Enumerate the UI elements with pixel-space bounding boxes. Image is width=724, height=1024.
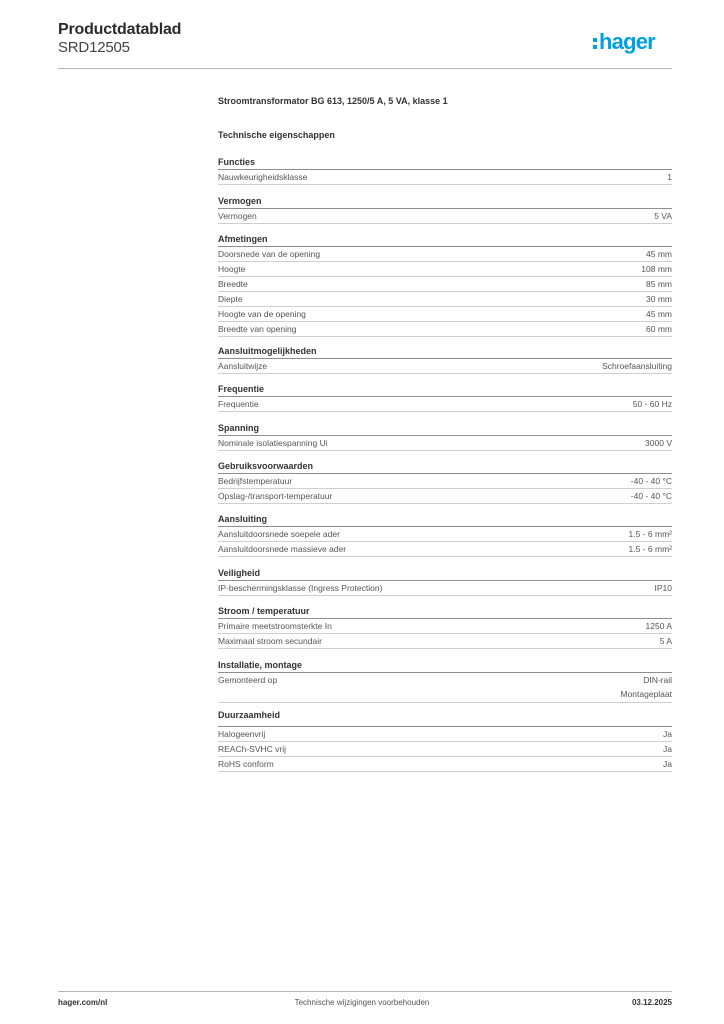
spec-row — [218, 542, 672, 557]
spec-value: DIN-rail — [643, 675, 672, 685]
spec-row — [218, 307, 672, 322]
spec-value: Ja — [663, 759, 672, 769]
spec-label: Diepte — [218, 294, 243, 304]
section-aansluiting — [218, 512, 672, 557]
section-installatie-montage — [218, 658, 672, 703]
section-frequentie — [218, 382, 672, 412]
spec-value: 1250 A — [645, 621, 672, 631]
spec-value: 3000 V — [645, 438, 672, 448]
spec-row — [218, 262, 672, 277]
spec-label: IP-beschermingsklasse (Ingress Protection) — [218, 583, 383, 593]
spec-row — [218, 247, 672, 262]
spec-label: Halogeenvrij — [218, 729, 266, 739]
section-title: Functies — [218, 155, 672, 170]
spec-row — [218, 757, 672, 772]
spec-label: Hoogte van de opening — [218, 309, 306, 319]
section-functies — [218, 155, 672, 185]
section-title: Duurzaamheid — [218, 709, 672, 727]
document-title: Productdatablad — [58, 21, 182, 38]
spec-value: 50 - 60 Hz — [632, 399, 672, 409]
spec-row — [218, 397, 672, 412]
spec-value: Ja — [663, 744, 672, 754]
section-title: Installatie, montage — [218, 658, 672, 673]
section-title: Veiligheid — [218, 566, 672, 581]
spec-row — [218, 727, 672, 742]
spec-label: REACh-SVHC vrij — [218, 744, 287, 754]
spec-row — [218, 170, 672, 185]
spec-row — [218, 742, 672, 757]
spec-value: 1.5 - 6 mm² — [628, 529, 672, 539]
section-title: Vermogen — [218, 194, 672, 209]
spec-row — [218, 209, 672, 224]
section-stroom-temperatuur — [218, 604, 672, 649]
section-spanning — [218, 421, 672, 451]
spec-value: 5 A — [659, 636, 672, 646]
spec-value: 60 mm — [646, 324, 672, 334]
product-code: SRD12505 — [58, 39, 130, 56]
section-title: Frequentie — [218, 382, 672, 397]
spec-label: Aansluitdoorsnede soepele ader — [218, 529, 340, 539]
spec-value: 45 mm — [646, 249, 672, 259]
spec-label: Frequentie — [218, 399, 259, 409]
product-title: Stroomtransformator BG 613, 1250/5 A, 5 VA, klasse 1 — [218, 96, 448, 106]
spec-value: -40 - 40 °C — [630, 476, 672, 486]
spec-row — [218, 673, 672, 703]
spec-row — [218, 527, 672, 542]
spec-label: Nauwkeurigheidsklasse — [218, 172, 308, 182]
logo-wordmark: hager — [599, 29, 655, 54]
spec-value: Ja — [663, 729, 672, 739]
spec-label: Gemonteerd op — [218, 675, 278, 685]
section-title: Spanning — [218, 421, 672, 436]
footer-date: 03.12.2025 — [631, 998, 672, 1007]
spec-row — [218, 322, 672, 337]
footer-disclaimer: Technische wijzigingen voorbehouden — [294, 998, 430, 1007]
spec-label: Bedrijfstemperatuur — [218, 476, 293, 486]
technical-properties-heading: Technische eigenschappen — [218, 130, 335, 140]
section-afmetingen — [218, 232, 672, 337]
spec-value: 85 mm — [646, 279, 672, 289]
spec-value: -40 - 40 °C — [630, 491, 672, 501]
hager-logo — [593, 28, 655, 56]
spec-label: Vermogen — [218, 211, 257, 221]
section-aansluitmogelijkheden — [218, 344, 672, 374]
spec-label: Breedte van opening — [218, 324, 297, 334]
spec-row — [218, 359, 672, 374]
spec-value: 5 VA — [654, 211, 672, 221]
spec-label: Maximaal stroom secundair — [218, 636, 322, 646]
spec-label: Nominale isolatiespanning Ui — [218, 438, 328, 448]
spec-row — [218, 277, 672, 292]
section-title: Aansluiting — [218, 512, 672, 527]
spec-label: Aansluitwijze — [218, 361, 268, 371]
section-title: Stroom / temperatuur — [218, 604, 672, 619]
spec-label: RoHS conform — [218, 759, 274, 769]
spec-value-secondary: Montageplaat — [620, 689, 672, 699]
spec-value: Schroefaansluiting — [602, 361, 672, 371]
section-title: Afmetingen — [218, 232, 672, 247]
section-vermogen — [218, 194, 672, 224]
section-duurzaamheid — [218, 709, 672, 772]
spec-value: IP10 — [654, 583, 672, 593]
section-title: Aansluitmogelijkheden — [218, 344, 672, 359]
spec-row — [218, 581, 672, 596]
spec-label: Hoogte — [218, 264, 246, 274]
header-divider — [58, 68, 672, 69]
spec-value: 108 mm — [641, 264, 672, 274]
spec-row — [218, 634, 672, 649]
spec-label: Doorsnede van de opening — [218, 249, 321, 259]
spec-label: Opslag-/transport-temperatuur — [218, 491, 333, 501]
spec-value: 1 — [667, 172, 672, 182]
spec-row — [218, 489, 672, 504]
spec-label: Primaire meetstroomsterkte In — [218, 621, 332, 631]
spec-value: 30 mm — [646, 294, 672, 304]
spec-row — [218, 474, 672, 489]
section-veiligheid — [218, 566, 672, 596]
spec-label: Breedte — [218, 279, 248, 289]
spec-row — [218, 436, 672, 451]
section-gebruiksvoorwaarden — [218, 459, 672, 504]
footer-website-link[interactable]: hager.com/nl — [58, 998, 108, 1007]
spec-label: Aansluitdoorsnede massieve ader — [218, 544, 347, 554]
spec-value: 1.5 - 6 mm² — [628, 544, 672, 554]
spec-row — [218, 619, 672, 634]
footer-divider — [58, 991, 672, 992]
spec-row — [218, 292, 672, 307]
spec-value: 45 mm — [646, 309, 672, 319]
section-title: Gebruiksvoorwaarden — [218, 459, 672, 474]
logo-dots-icon — [593, 38, 597, 49]
